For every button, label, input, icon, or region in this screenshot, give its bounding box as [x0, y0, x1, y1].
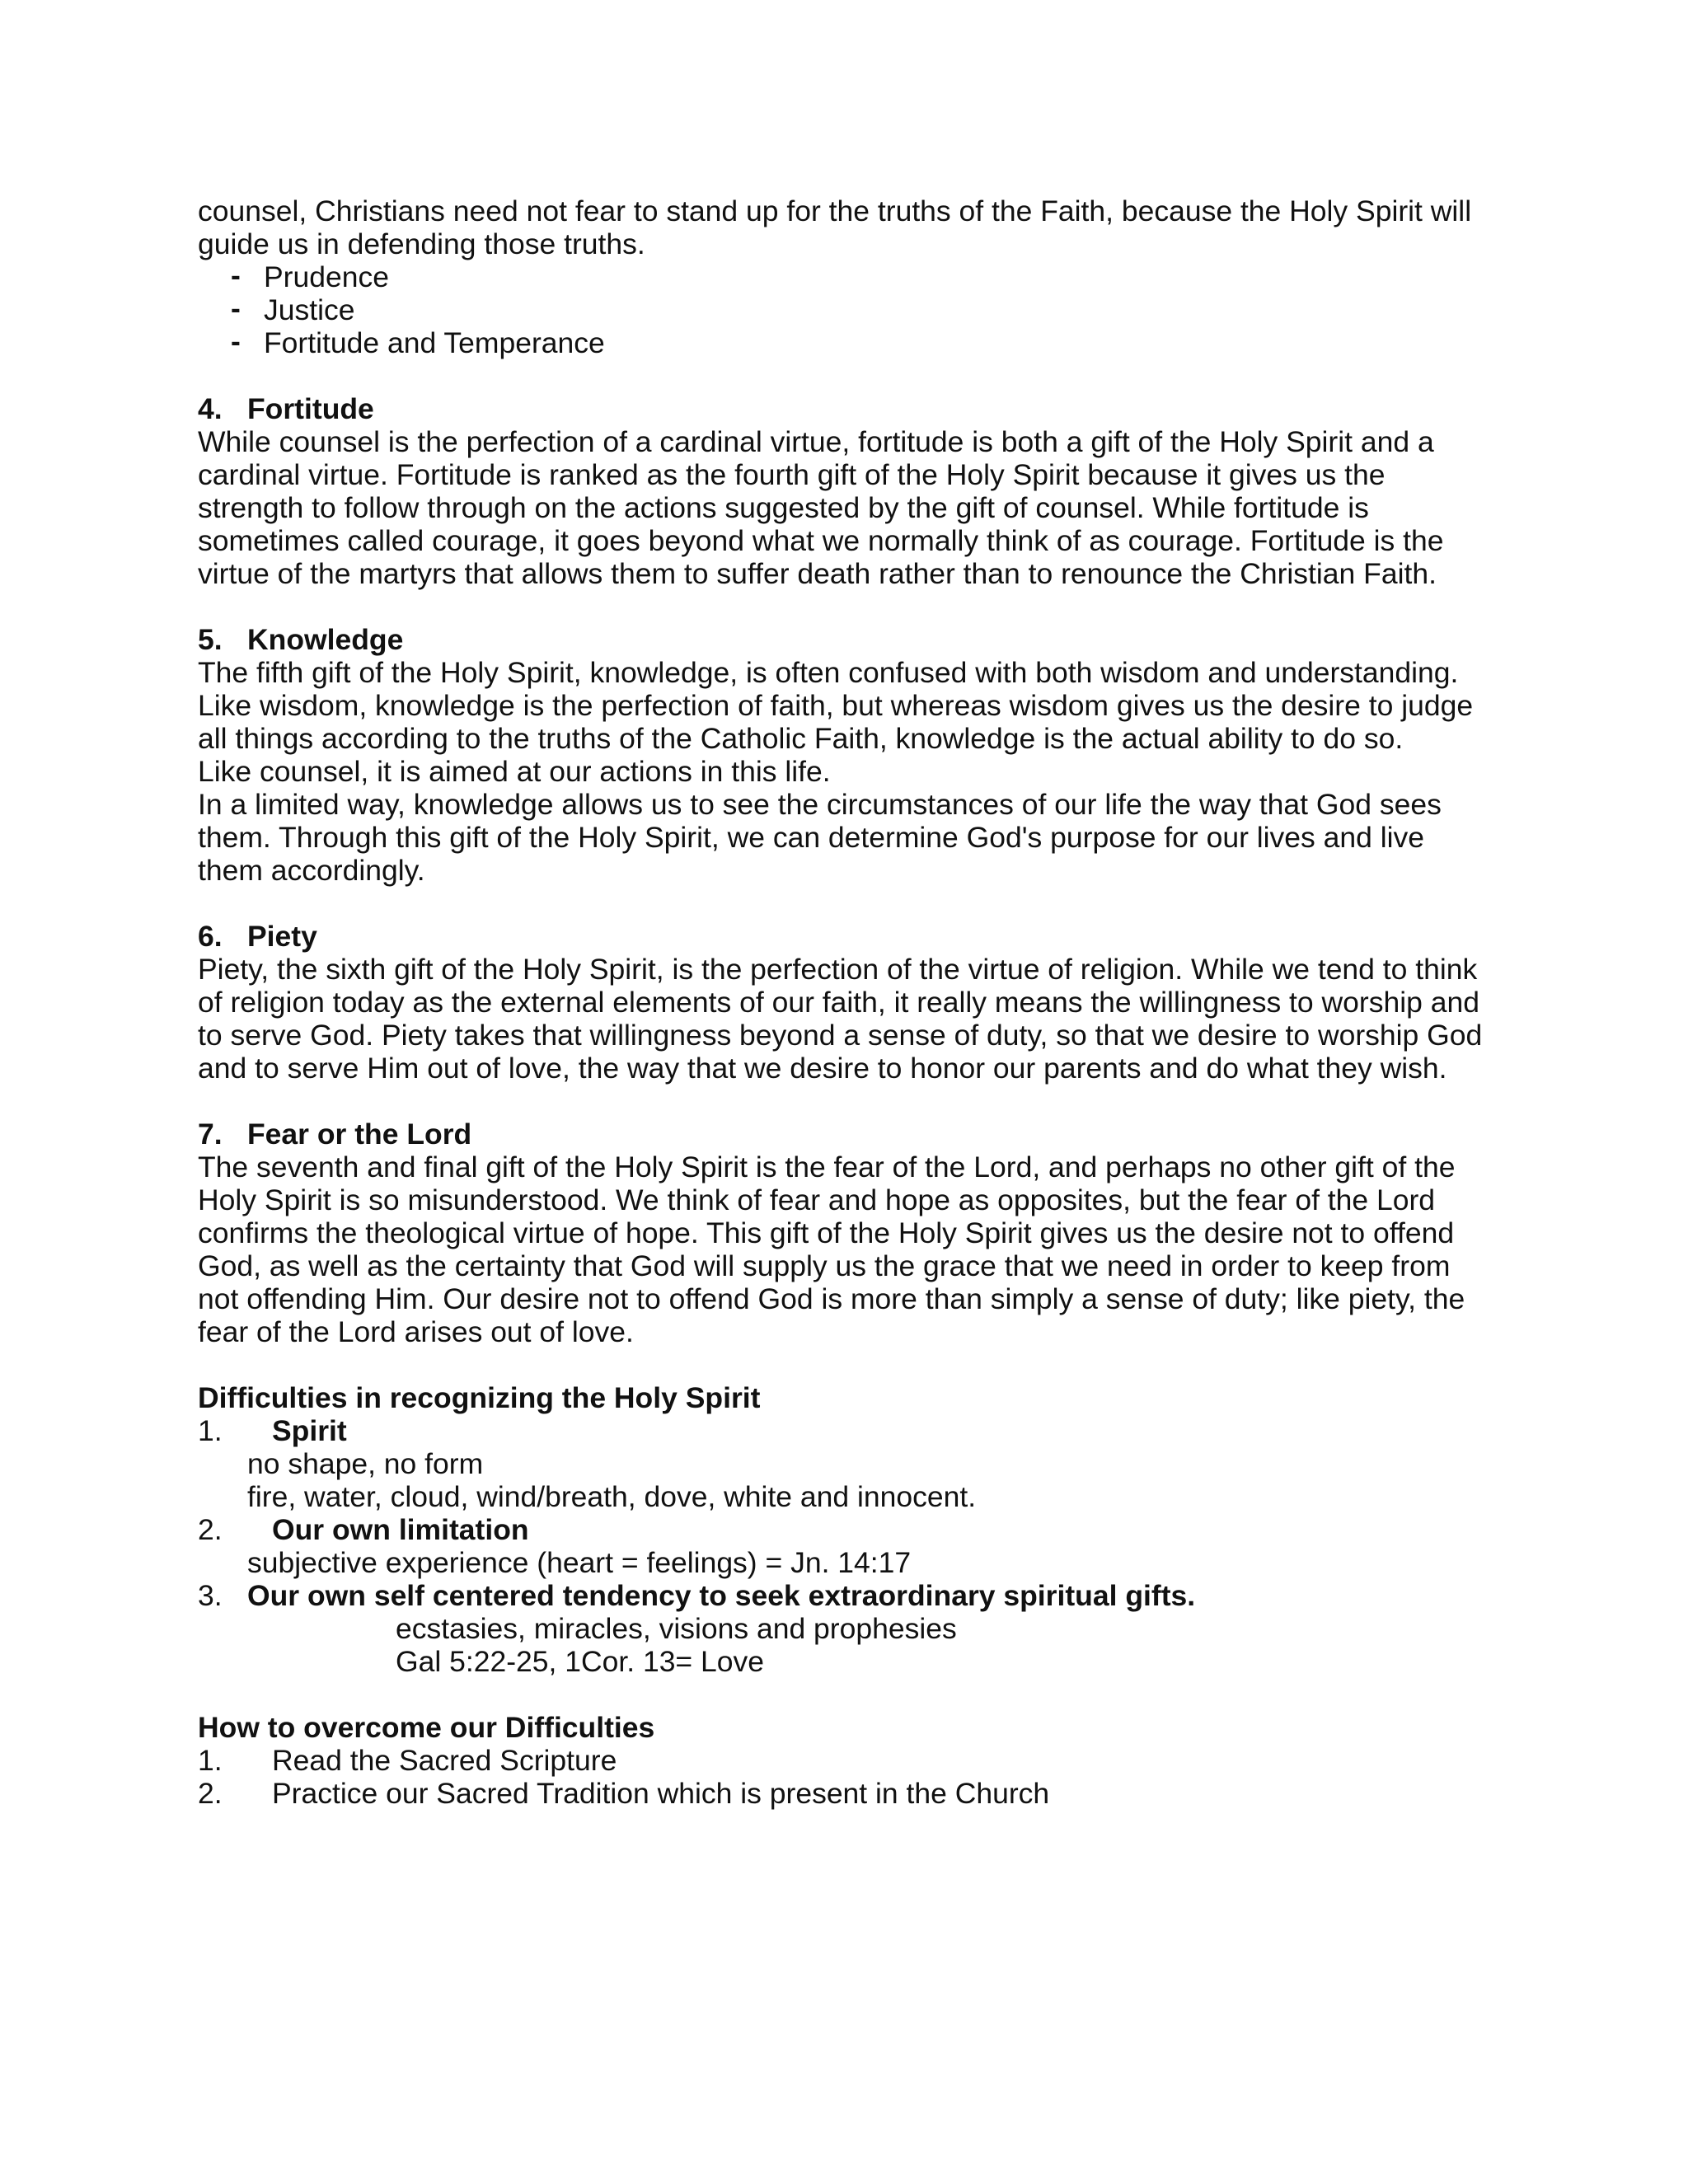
- overcome-section: [198, 1711, 1490, 1810]
- difficulty-detail: fire, water, cloud, wind/breath, dove, white and innocent.: [247, 1480, 977, 1513]
- item-number: 3.: [198, 1579, 223, 1612]
- difficulties-heading: Difficulties in recognizing the Holy Spirit: [198, 1381, 761, 1414]
- list-item: - Fortitude and Temperance: [198, 326, 1490, 359]
- section-number: 5.: [198, 623, 223, 656]
- difficulty-item-heading: [198, 1513, 1490, 1546]
- section-paragraph: The fifth gift of the Holy Spirit, knowledge, is often confused with both wisdom and understanding.: [198, 656, 1459, 689]
- section-paragraph: While counsel is the perfection of a cardinal virtue, fortitude is both a gift of the Holy Spirit and a cardinal virtue. Fortitude is ranked as the fourth gift of the Holy Spirit because it gives us the strength to follow through on the actions suggested by the gift of counsel. While fortitude is sometimes called courage, it goes beyond what we normally think of as courage. Fortitude is the virtue of the martyrs that allows them to suffer death rather than to renounce the Christian Faith.: [198, 425, 1444, 590]
- difficulty-detail: Gal 5:22-25, 1Cor. 13= Love: [396, 1645, 765, 1678]
- section-title: Knowledge: [247, 623, 404, 656]
- section-paragraph: In a limited way, knowledge allows us to see the circumstances of our life the way that God sees them. Through this gift of the Holy Spirit, we can determine God's purpose for our lives and live them accordingly.: [198, 788, 1442, 887]
- difficulties-section: [198, 1381, 1490, 1678]
- section-paragraph: Like wisdom, knowledge is the perfection of faith, but whereas wisdom gives us the desire to judge all things according to the truths of the Catholic Faith, knowledge is the actual ability to do so.: [198, 689, 1474, 755]
- virtue-bullet-list: [198, 260, 1490, 359]
- section-heading: [198, 920, 1490, 953]
- section-number: 7.: [198, 1118, 223, 1151]
- section-heading: [198, 392, 1490, 425]
- list-item: - Justice: [198, 293, 1490, 326]
- difficulty-item-heading: [198, 1579, 1490, 1612]
- item-number: 1.: [198, 1744, 223, 1777]
- section-piety: [198, 920, 1490, 1085]
- list-item: - Prudence: [198, 260, 1490, 293]
- item-number: 2.: [198, 1513, 223, 1546]
- item-text: Read the Sacred Scripture: [272, 1744, 617, 1777]
- spacer: [198, 1678, 1490, 1711]
- spacer: [198, 1085, 1490, 1118]
- section-paragraph: Like counsel, it is aimed at our actions in this life.: [198, 755, 831, 788]
- spacer: [198, 887, 1490, 920]
- difficulty-item-heading: [198, 1414, 1490, 1447]
- overcome-heading: How to overcome our Difficulties: [198, 1711, 655, 1744]
- overcome-item: [198, 1744, 1490, 1777]
- section-heading: [198, 623, 1490, 656]
- section-title: Fear or the Lord: [247, 1118, 472, 1151]
- section-title: Fortitude: [247, 392, 374, 425]
- section-fortitude: [198, 392, 1490, 590]
- item-title: Our own limitation: [272, 1513, 529, 1546]
- section-number: 6.: [198, 920, 223, 953]
- spacer: [198, 359, 1490, 392]
- intro-paragraph: counsel, Christians need not fear to stand up for the truths of the Faith, because the Holy Spirit will guide us in defending those truths.: [198, 194, 1472, 260]
- spacer: [198, 1348, 1490, 1381]
- item-title: Spirit: [272, 1414, 347, 1447]
- item-number: 2.: [198, 1777, 223, 1810]
- spacer: [198, 590, 1490, 623]
- item-text: Practice our Sacred Tradition which is present in the Church: [272, 1777, 1050, 1810]
- section-paragraph: Piety, the sixth gift of the Holy Spirit, is the perfection of the virtue of religion. While we tend to think of religion today as the external elements of our faith, it really means the willingness to worship and to serve God. Piety takes that willingness beyond a sense of duty, so that we desire to worship God and to serve Him out of love, the way that we desire to honor our parents and do what they wish.: [198, 953, 1483, 1085]
- item-number: 1.: [198, 1414, 223, 1447]
- section-number: 4.: [198, 392, 223, 425]
- section-knowledge: [198, 623, 1490, 887]
- section-paragraph: The seventh and final gift of the Holy Spirit is the fear of the Lord, and perhaps no other gift of the Holy Spirit is so misunderstood. We think of fear and hope as opposites, but the fear of the Lord confirms the theological virtue of hope. This gift of the Holy Spirit gives us the desire not to offend God, as well as the certainty that God will supply us the grace that we need in order to keep from not offending Him. Our desire not to offend God is more than simply a sense of duty; like piety, the fear of the Lord arises out of love.: [198, 1151, 1465, 1348]
- difficulty-detail: no shape, no form: [247, 1447, 484, 1480]
- difficulty-detail: ecstasies, miracles, visions and prophesies: [396, 1612, 957, 1645]
- section-heading: [198, 1118, 1490, 1151]
- item-title: Our own self centered tendency to seek extraordinary spiritual gifts.: [247, 1579, 1196, 1612]
- difficulty-detail: subjective experience (heart = feelings) = Jn. 14:17: [247, 1546, 912, 1579]
- section-fear-of-the-lord: [198, 1118, 1490, 1348]
- section-title: Piety: [247, 920, 317, 953]
- overcome-item: [198, 1777, 1490, 1810]
